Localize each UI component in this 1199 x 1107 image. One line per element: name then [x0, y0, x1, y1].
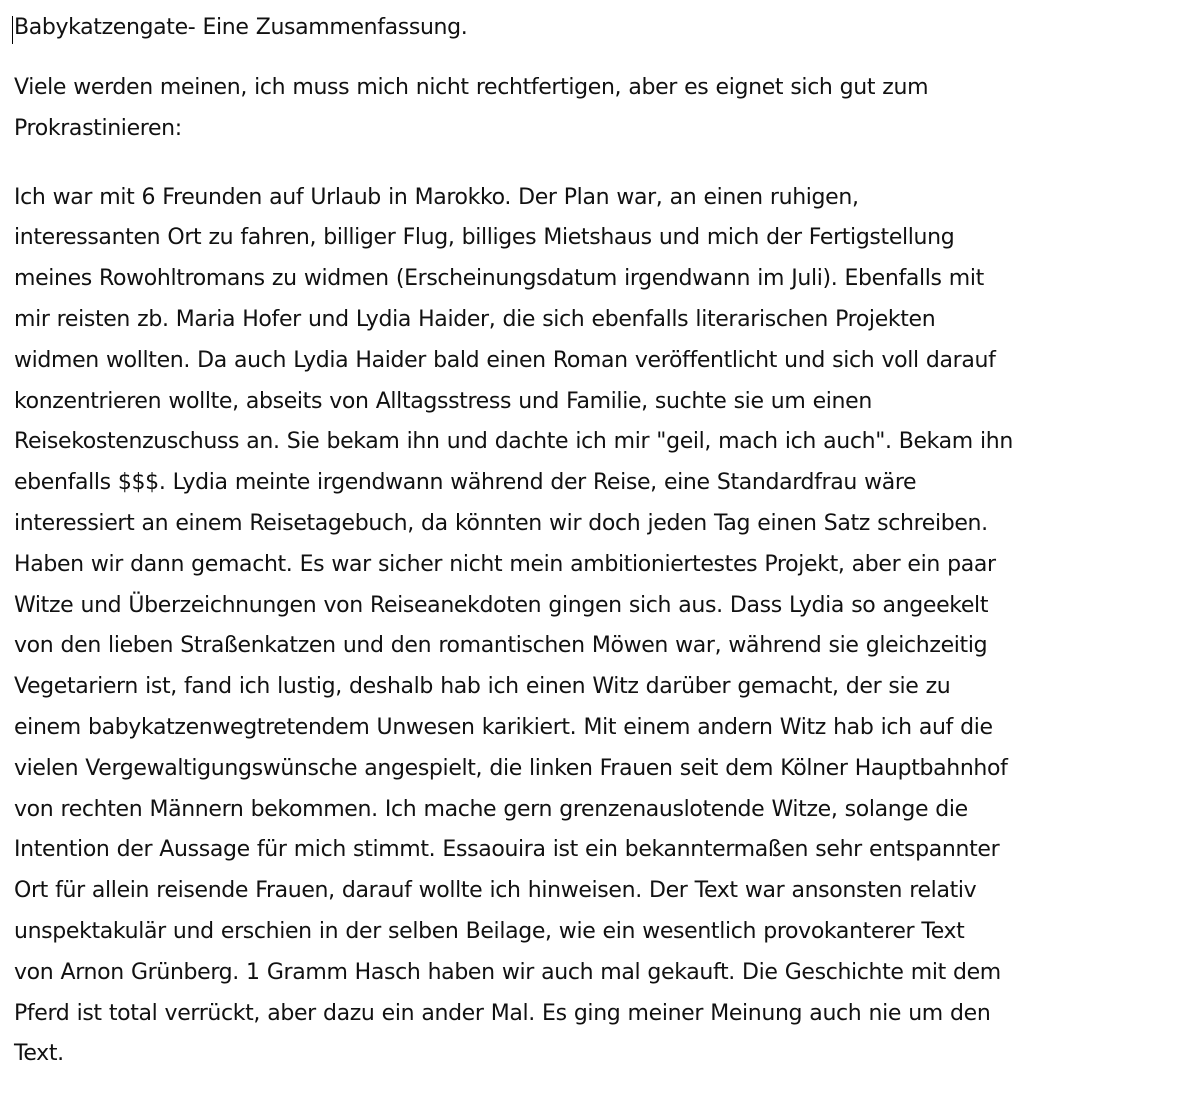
- paragraph-line: ebenfalls $$$. Lydia meinte irgendwann während der Reise, eine Standardfrau wäre: [14, 470, 917, 496]
- paragraph-line: widmen wollten. Da auch Lydia Haider bald einen Roman veröffentlicht und sich voll darauf: [14, 347, 996, 373]
- document-title: Babykatzengate- Eine Zusammenfassung.: [14, 15, 468, 40]
- paragraph-line: von Arnon Grünberg. 1 Gramm Hasch haben wir auch mal gekauft. Die Geschichte mit dem: [14, 959, 1001, 985]
- paragraph-line: Intention der Aussage für mich stimmt. Essaouira ist ein bekanntermaßen sehr entspannter: [14, 837, 1000, 863]
- paragraph-line: Reisekostenzuschuss an. Sie bekam ihn und dachte ich mir "geil, mach ich auch". Bekam ihn: [14, 429, 1013, 455]
- paragraph-line: von den lieben Straßenkatzen und den romantischen Möwen war, während sie gleichzeitig: [14, 633, 988, 659]
- intro-paragraph: [14, 68, 1186, 150]
- paragraph-line: Haben wir dann gemacht. Es war sicher nicht mein ambitioniertestes Projekt, aber ein paar: [14, 551, 996, 577]
- paragraph-line: Ich war mit 6 Freunden auf Urlaub in Marokko. Der Plan war, an einen ruhigen,: [14, 184, 859, 210]
- paragraph-line: von rechten Männern bekommen. Ich mache gern grenzenauslotende Witze, solange die: [14, 796, 968, 822]
- paragraph-line: Prokrastinieren:: [14, 115, 182, 141]
- paragraph-line: meines Rowohltromans zu widmen (Erscheinungsdatum irgendwann im Juli). Ebenfalls mit: [14, 266, 984, 292]
- paragraph-line: vielen Vergewaltigungswünsche angespielt, die linken Frauen seit dem Kölner Hauptbahnhof: [14, 755, 1008, 781]
- paragraph-line: mir reisten zb. Maria Hofer und Lydia Haider, die sich ebenfalls literarischen Projekten: [14, 306, 936, 332]
- body-paragraph: [14, 178, 1186, 1076]
- paragraph-line: interessanten Ort zu fahren, billiger Flug, billiges Mietshaus und mich der Fertigstellung: [14, 225, 955, 251]
- paragraph-line: Witze und Überzeichnungen von Reiseanekdoten gingen sich aus. Dass Lydia so angeekelt: [14, 592, 989, 618]
- paragraph-line: unspektakulär und erschien in der selben Beilage, wie ein wesentlich provokanterer Text: [14, 918, 965, 944]
- paragraph-line: Viele werden meinen, ich muss mich nicht rechtfertigen, aber es eignet sich gut zum: [14, 75, 929, 100]
- paragraph-line: Pferd ist total verrückt, aber dazu ein ander Mal. Es ging meiner Meinung auch nie um den: [14, 1000, 991, 1026]
- paragraph-line: interessiert an einem Reisetagebuch, da könnten wir doch jeden Tag einen Satz schreiben.: [14, 510, 988, 536]
- paragraph-line: konzentrieren wollte, abseits von Alltagsstress und Familie, suchte sie um einen: [14, 388, 872, 414]
- document-page[interactable]: [14, 10, 1186, 1097]
- paragraph-line: Vegetariern ist, fand ich lustig, deshalb hab ich einen Witz darüber gemacht, der sie zu: [14, 674, 951, 700]
- paragraph-line: Text.: [14, 1041, 64, 1067]
- paragraph-line: einem babykatzenwegtretendem Unwesen karikiert. Mit einem andern Witz hab ich auf die: [14, 714, 993, 740]
- paragraph-line: Ort für allein reisende Frauen, darauf wollte ich hinweisen. Der Text war ansonsten relativ: [14, 878, 977, 904]
- text-cursor: [12, 16, 13, 44]
